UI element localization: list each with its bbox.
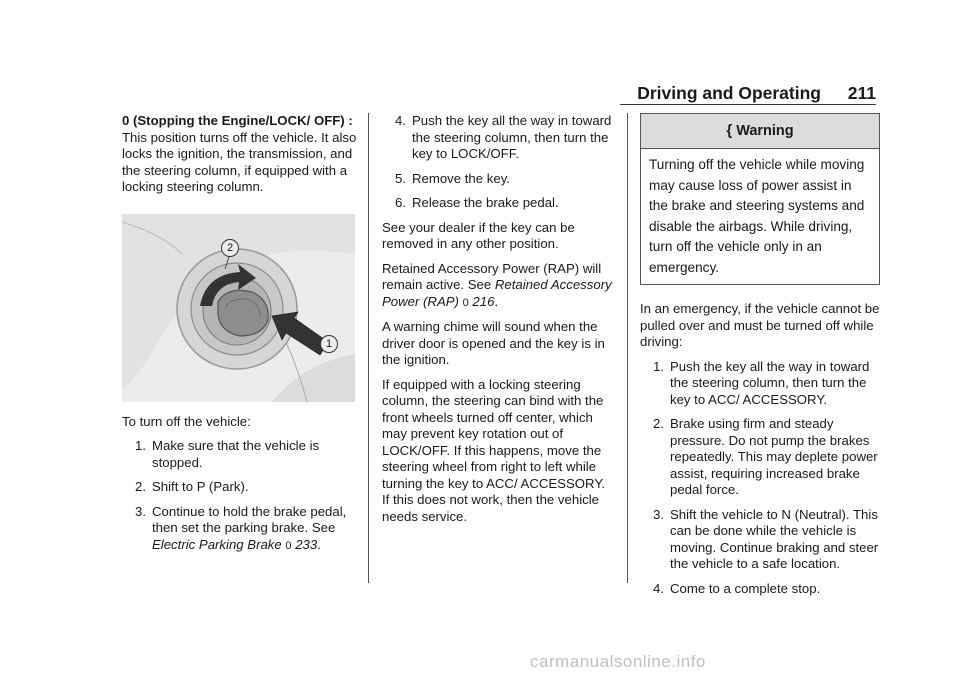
step-number: 2. <box>135 479 146 494</box>
header-rule <box>620 104 876 105</box>
column-1 <box>122 113 358 562</box>
intro-bold-term: 0 (Stopping the Engine/LOCK/ OFF) : <box>122 113 353 128</box>
list-item <box>382 113 614 163</box>
page-ref-symbol: 0 <box>462 296 469 309</box>
list-item <box>640 359 880 409</box>
step-text: Shift to P (Park). <box>152 479 249 494</box>
step-number: 3. <box>135 503 146 519</box>
page-ref-number[interactable]: 216 <box>472 293 495 309</box>
callout-2-label: 2 <box>226 241 234 254</box>
step-number: 2. <box>653 416 664 431</box>
page-ref-number[interactable]: 233 <box>295 536 318 552</box>
page-number: 211 <box>847 83 876 103</box>
list-item <box>122 479 358 496</box>
callout-1-label: 1 <box>325 337 333 350</box>
list-item <box>640 507 880 573</box>
step-text: Brake using firm and steady pressure. Do not pump the brakes repeatedly. This may deplete power assist, requiring increased brake pedal force. <box>670 416 878 497</box>
step-number: 4. <box>653 580 664 596</box>
page-header <box>620 80 876 106</box>
warning-header <box>641 114 879 149</box>
sentence-end: . <box>317 536 321 552</box>
step-number: 5. <box>395 170 406 186</box>
step-text: Continue to hold the brake pedal, then set the parking brake. See <box>152 503 347 535</box>
watermark: carmanualsonline.info <box>530 652 706 671</box>
locking-column-paragraph: If equipped with a locking steering column, the steering can bind with the front wheels turned off center, which may prevent key rotation out of LOCK/OFF. If this happens, move the steering wheel from right to left while turning the key to ACC/ ACCESSORY. If this does not work, then the vehicle needs service. <box>382 376 606 524</box>
step-number: 1. <box>653 358 664 374</box>
cross-reference-link[interactable]: Electric Parking Brake <box>152 536 282 552</box>
rap-paragraph <box>382 261 614 312</box>
dealer-paragraph: See your dealer if the key can be removed in any other position. <box>382 219 575 251</box>
column-divider-left <box>368 113 369 583</box>
intro-text: This position turns off the vehicle. It also locks the ignition, the transmission, and the steering column, if equipped with a locking steering column. <box>122 129 357 194</box>
turn-off-heading: To turn off the vehicle: <box>122 413 251 429</box>
step-number: 1. <box>135 438 146 453</box>
column-3 <box>640 113 880 605</box>
list-item <box>122 504 358 555</box>
list-item <box>640 581 880 598</box>
rap-text: Retained Accessory Power (RAP) will remain active. See <box>382 260 602 292</box>
callout-2 <box>221 239 239 257</box>
turn-off-steps <box>122 438 358 554</box>
ignition-illustration <box>122 214 355 402</box>
step-text: Make sure that the vehicle is stopped. <box>152 438 320 470</box>
list-item <box>640 416 880 499</box>
list-item <box>382 171 614 188</box>
list-item <box>122 438 358 471</box>
step-text: Shift the vehicle to N (Neutral). This can be done while the vehicle is moving. Continue braking and steer the vehicle to a safe location. <box>670 506 879 571</box>
step-number: 6. <box>395 195 406 210</box>
cross-reference-link[interactable]: Retained Accessory Power (RAP) <box>382 277 612 309</box>
column-2 <box>382 113 614 533</box>
step-text: Push the key all the way in toward the steering column, then turn the key to LOCK/OFF. <box>412 113 612 161</box>
step-text: Come to a complete stop. <box>670 580 821 596</box>
warning-body: Turning off the vehicle while moving may cause loss of power assist in the brake and steering systems and disable the airbags. While driving, turn off the vehicle only in an emergency. <box>649 157 865 275</box>
sentence-end: . <box>494 293 499 309</box>
emergency-steps <box>640 359 880 598</box>
intro-paragraph <box>122 113 358 196</box>
chime-paragraph: A warning chime will sound when the driver door is opened and the key is in the ignition. <box>382 319 605 367</box>
section-title: Driving and Operating <box>637 83 821 103</box>
list-item <box>382 195 614 212</box>
emergency-intro: In an emergency, if the vehicle cannot be pulled over and must be turned off while driving: <box>640 301 880 349</box>
warning-icon: { <box>726 121 733 139</box>
page-ref-symbol: 0 <box>285 539 292 552</box>
step-number: 3. <box>653 506 664 522</box>
step-text: Remove the key. <box>412 170 510 186</box>
ignition-key-figure <box>122 214 355 402</box>
warning-title: Warning <box>736 122 794 139</box>
step-text: Push the key all the way in toward the steering column, then turn the key to ACC/ ACCESSORY. <box>670 358 870 407</box>
continued-steps <box>382 113 614 212</box>
column-divider-right <box>627 113 628 583</box>
step-text: Release the brake pedal. <box>412 195 559 210</box>
warning-box <box>640 113 880 285</box>
callout-1 <box>320 335 338 353</box>
step-number: 4. <box>395 113 406 128</box>
